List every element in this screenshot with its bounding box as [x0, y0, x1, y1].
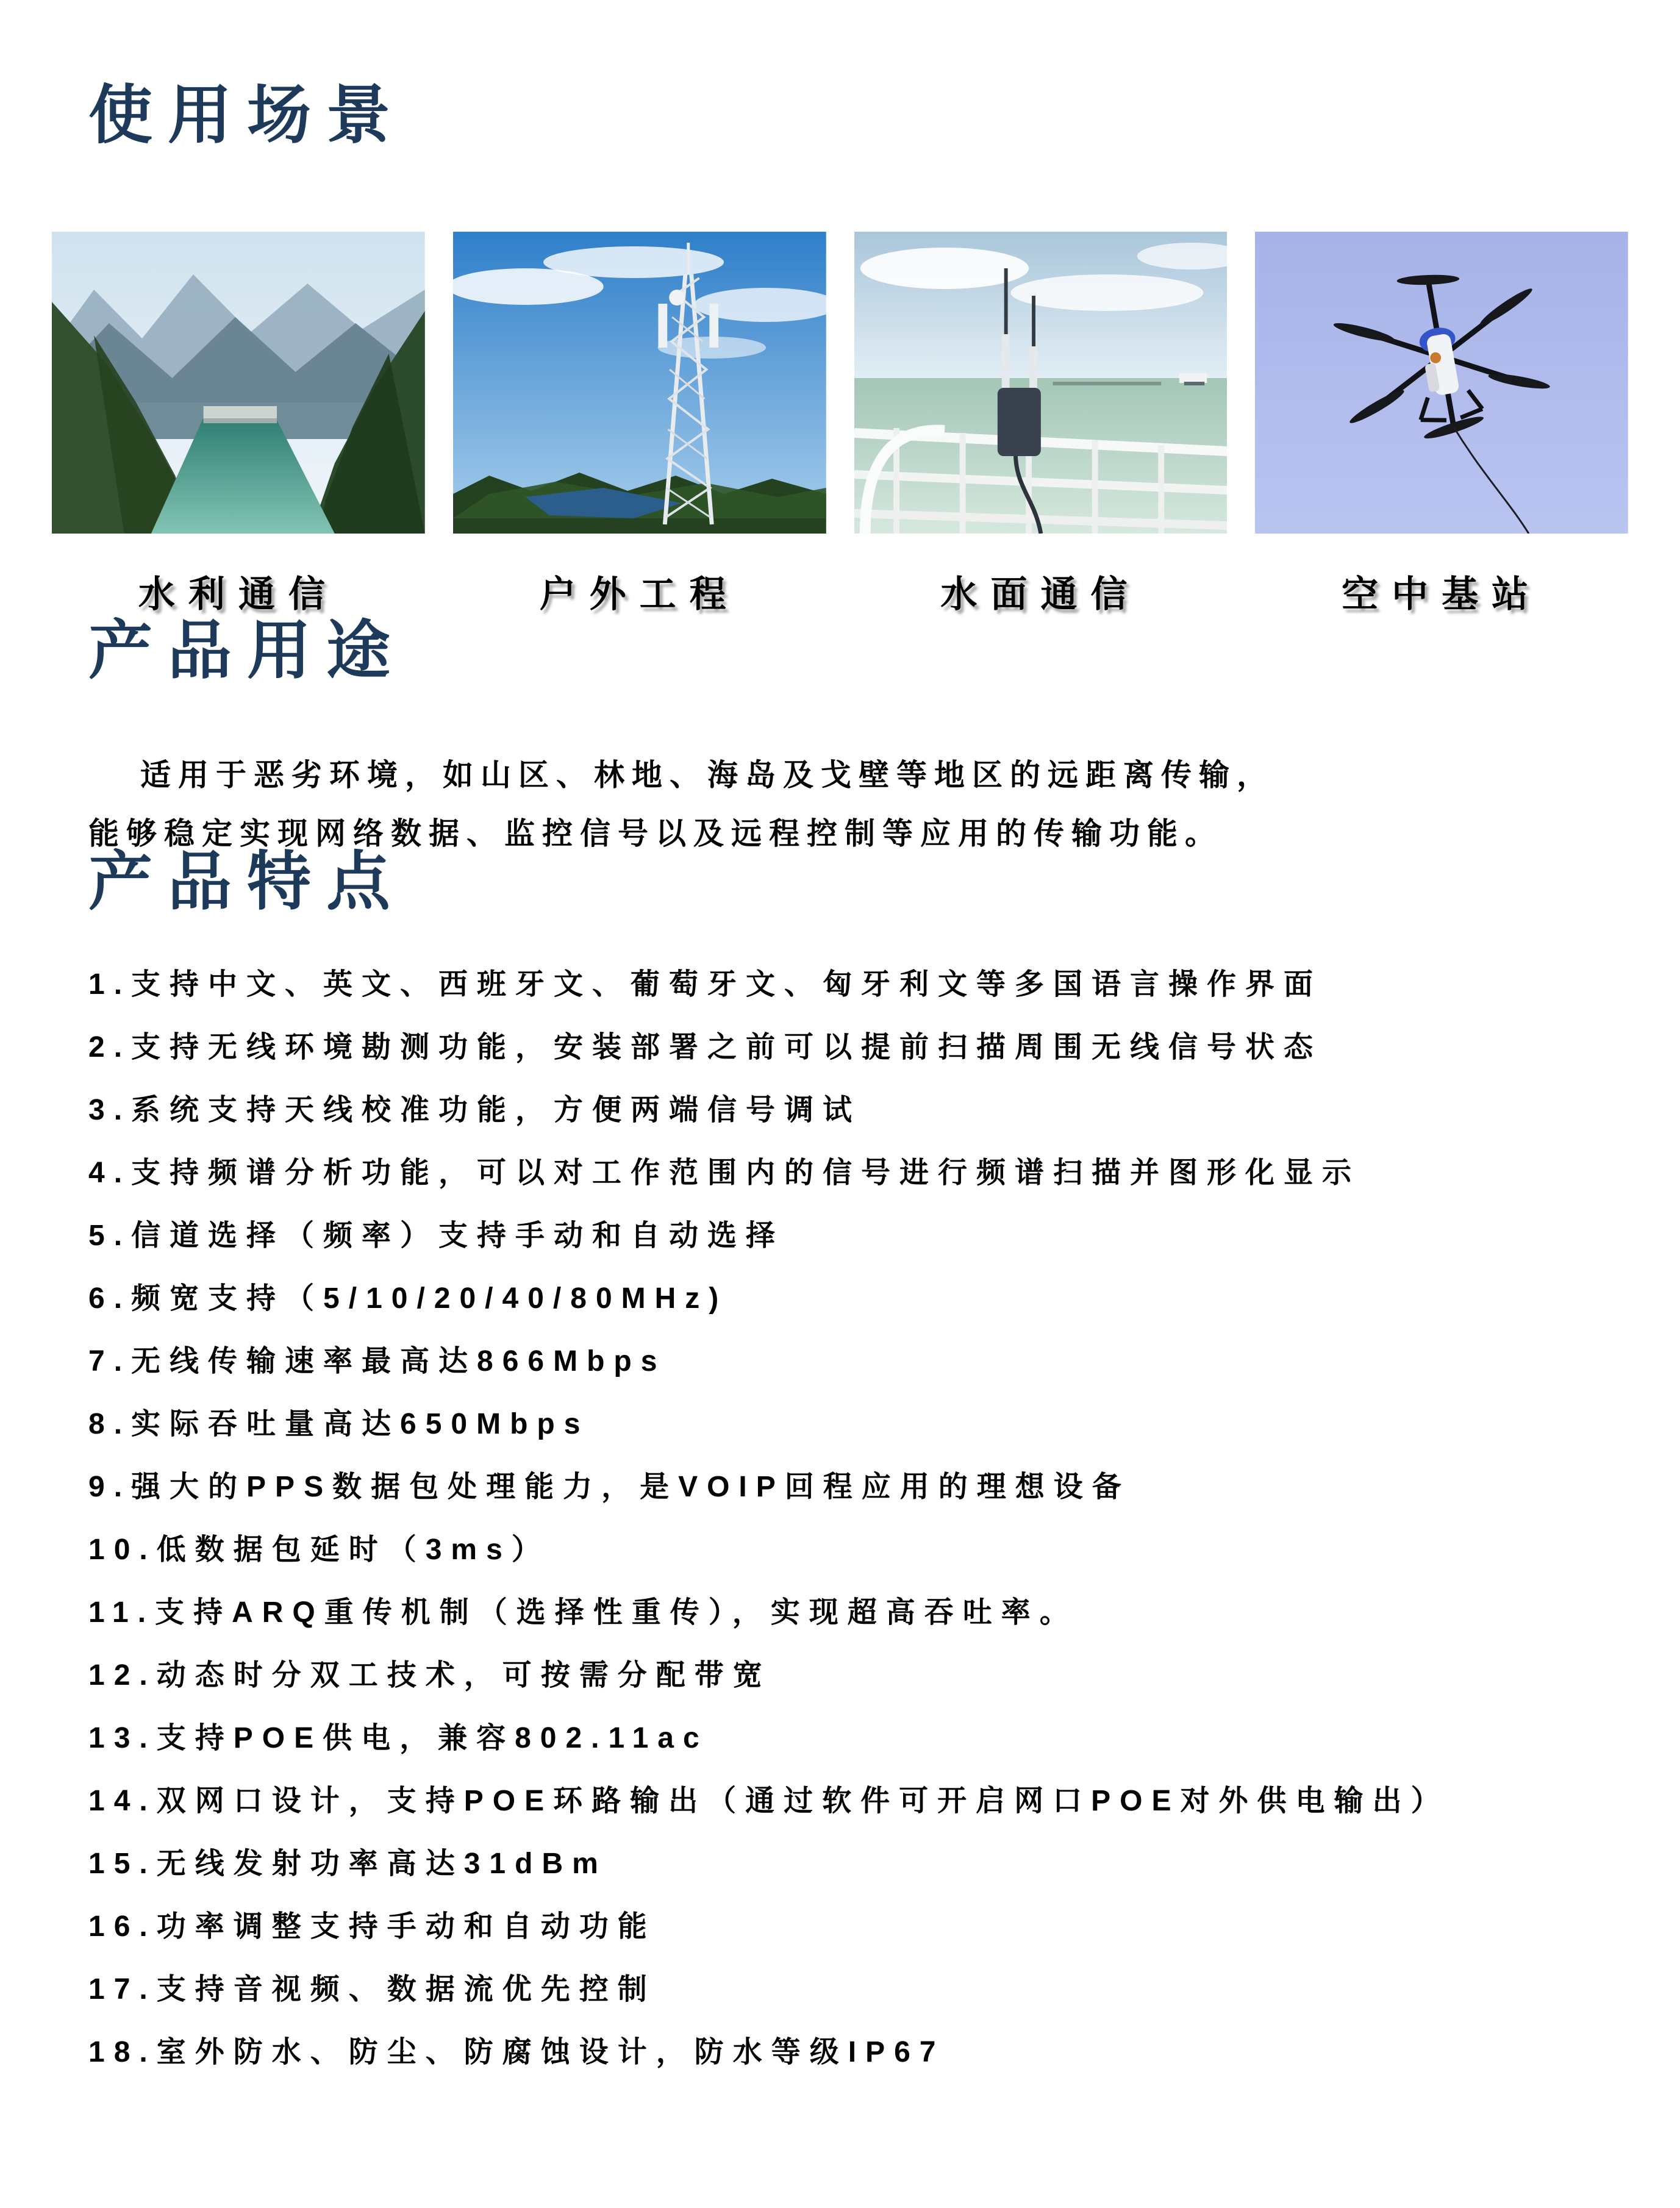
feature-item: 12.动态时分双工技术，可按需分配带宽	[88, 1659, 771, 1692]
feature-item: 15.无线发射功率高达31dBm	[88, 1847, 607, 1880]
telecom-tower-forest-photo	[453, 232, 826, 534]
feature-item: 8.实际吞吐量高达650Mbps	[88, 1407, 590, 1440]
scene-aerial-base-station	[1255, 232, 1628, 534]
features-section-title: 产品特点	[88, 846, 406, 918]
scene-caption-row	[52, 565, 1628, 618]
purpose-paragraph	[88, 757, 1628, 851]
scene-water-conservancy	[52, 232, 425, 534]
feature-item: 18.室外防水、防尘、防腐蚀设计，防水等级IP67	[88, 2035, 945, 2068]
feature-item: 11.支持ARQ重传机制（选择性重传），实现超高吞吐率。	[88, 1596, 1078, 1629]
feature-item: 3.系统支持天线校准功能，方便两端信号调试	[88, 1093, 862, 1126]
feature-item: 13.支持POE供电，兼容802.11ac	[88, 1721, 709, 1754]
feature-item: 5.信道选择（频率）支持手动和自动选择	[88, 1219, 785, 1252]
feature-item: 7.无线传输速率最高达866Mbps	[88, 1345, 667, 1377]
scene-water-surface	[854, 232, 1228, 534]
scene-caption-water-conservancy: 水利通信	[138, 574, 338, 615]
scene-outdoor-engineering	[453, 232, 826, 534]
mountain-canyon-dam-photo	[52, 232, 425, 534]
feature-item: 16.功率调整支持手动和自动功能	[88, 1910, 656, 1943]
feature-item: 9.强大的PPS数据包处理能力，是VOIP回程应用的理想设备	[88, 1470, 1131, 1503]
purpose-paragraph-line: 能够稳定实现网络数据、监控信号以及远程控制等应用的传输功能。	[88, 816, 1223, 851]
scene-image-row	[52, 232, 1628, 534]
feature-item: 2.支持无线环境勘测功能，安装部署之前可以提前扫描周围无线信号状态	[88, 1031, 1323, 1063]
scene-caption-aerial-base-station: 空中基站	[1342, 574, 1542, 615]
feature-item: 1.支持中文、英文、西班牙文、葡萄牙文、匈牙利文等多国语言操作界面	[88, 968, 1323, 1001]
feature-item: 6.频宽支持（5/10/20/40/80MHz)	[88, 1282, 728, 1315]
feature-item: 17.支持音视频、数据流优先控制	[88, 1973, 656, 2006]
scene-caption-water-surface: 水面通信	[940, 574, 1141, 615]
feature-item: 4.支持频谱分析功能，可以对工作范围内的信号进行频谱扫描并图形化显示	[88, 1156, 1361, 1189]
purpose-section-title: 产品用途	[88, 615, 406, 687]
feature-item: 14.双网口设计，支持POE环路输出（通过软件可开启网口POE对外供电输出）	[88, 1784, 1449, 1817]
ship-railing-antenna-photo	[854, 232, 1228, 534]
purpose-paragraph-line: 适用于恶劣环境，如山区、林地、海岛及戈壁等地区的远距离传输，	[140, 757, 1274, 792]
usage-section-title: 使用场景	[88, 80, 406, 151]
scene-caption-outdoor-engineering: 户外工程	[539, 574, 740, 615]
feature-item: 10.低数据包延时（3ms）	[88, 1533, 550, 1566]
feature-list	[88, 968, 1628, 2070]
drone-sky-photo	[1255, 232, 1628, 534]
